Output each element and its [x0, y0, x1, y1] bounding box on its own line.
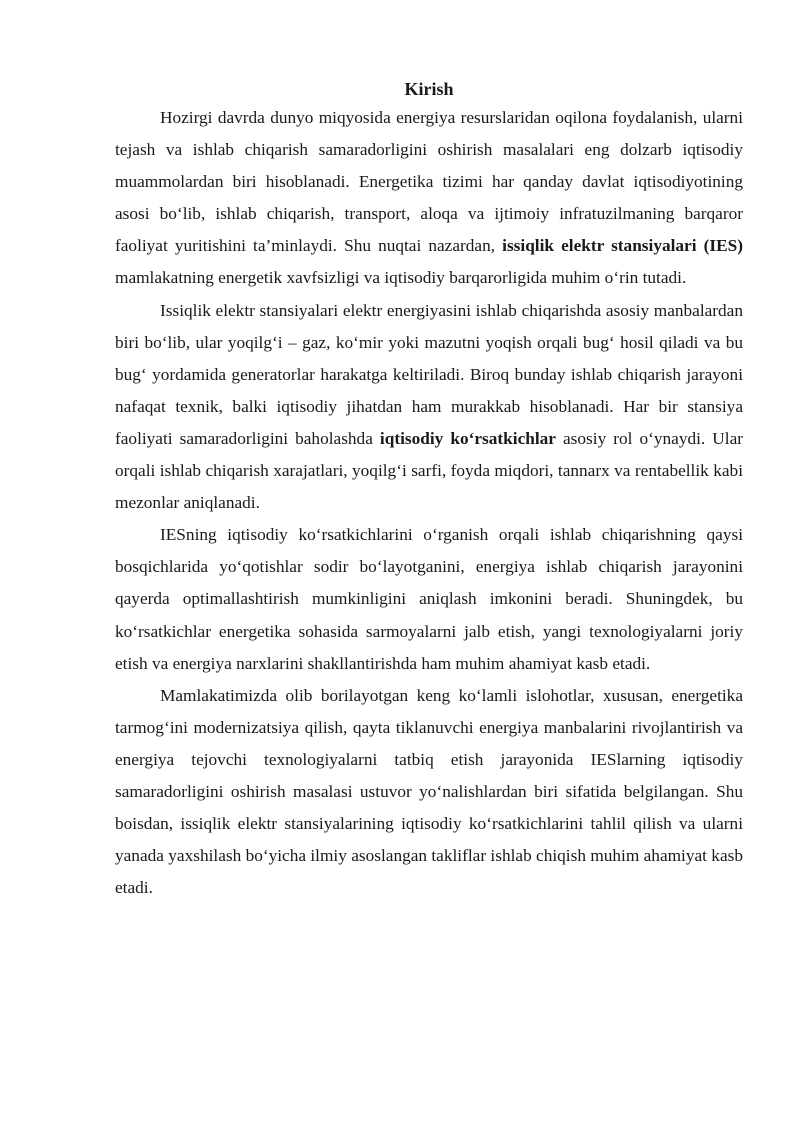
paragraph — [115, 295, 743, 520]
paragraph — [115, 680, 743, 905]
paragraph-text: mamlakatning energetik xavfsizligi va iqtisodiy barqarorligida muhim o‘rin tutadi. — [115, 268, 687, 288]
paragraph-text: IESning iqtisodiy ko‘rsatkichlarini o‘rganish orqali ishlab chiqarishning qaysi bosqichlarida yo‘qotishlar sodir bo‘layotganini, energiya ishlab chiqarish jarayonini qayerda optimallashtirish mumkinligini aniqlash imkonini beradi. Shuningdek, bu ko‘rsatkichlar energetika sohasida sarmoyalarni jalb etish, yangi texnologiyalarni joriy etish va energiya narxlarini shakllantirishda ham muhim ahamiyat kasb etadi. — [115, 525, 743, 673]
paragraph — [115, 102, 743, 295]
paragraph-text: Hozirgi davrda dunyo miqyosida energiya resurslaridan oqilona foydalanish, ularni tejash va ishlab chiqarish samaradorligini oshirish masalalari eng dolzarb iqtisodiy muammolardan biri hisoblanadi. Energetika tizimi har qanday davlat iqtisodiyotining asosi bo‘lib, ishlab chiqarish, transport, aloqa va ijtimoiy infratuzilmaning barqaror faoliyat yuritishini ta’minlaydi. Shu nuqtai nazardan, — [115, 108, 743, 256]
bold-term: issiqlik elektr stansiyalari (IES) — [502, 236, 743, 256]
paragraph-text: Mamlakatimizda olib borilayotgan keng ko‘lamli islohotlar, xususan, energetika tarmog‘ini modernizatsiya qilish, qayta tiklanuvchi energiya manbalarini rivojlantirish va energiya tejovchi texnologiyalarni tatbiq etish jarayonida IESlarning iqtisodiy samaradorligini oshirish masalasi ustuvor yo‘nalishlardan biri sifatida belgilangan. Shu boisdan, issiqlik elektr stansiyalarining iqtisodiy ko‘rsatkichlarini tahlil qilish va ularni yanada yaxshilash bo‘yicha ilmiy asoslangan takliflar ishlab chiqish muhim ahamiyat kasb etadi. — [115, 685, 743, 898]
page-title: Kirish — [404, 79, 454, 99]
paragraph-text: asosiy rol o‘ynaydi. Ular orqali ishlab chiqarish xarajatlari, yoqilg‘i sarfi, foyda miqdori, tannarx va rentabellik kabi mezonlar aniqlanadi. — [115, 428, 744, 513]
document-body — [115, 102, 743, 904]
document-page — [115, 78, 743, 904]
paragraph — [115, 519, 743, 679]
bold-term: iqtisodiy ko‘rsatkichlar — [379, 428, 556, 448]
paragraph-text: Issiqlik elektr stansiyalari elektr energiyasini ishlab chiqarishda asosiy manbalardan biri bo‘lib, ular yoqilg‘i – gaz, ko‘mir yoki mazutni yoqish orqali bug‘ hosil qiladi va bu bug‘ yordamida generatorlar harakatga keltiriladi. Biroq bunday ishlab chiqarish jarayoni nafaqat texnik, balki iqtisodiy jihatdan ham murakkab hisoblanadi. Har bir stansiya faoliyati samaradorligini baholashda — [115, 300, 743, 448]
